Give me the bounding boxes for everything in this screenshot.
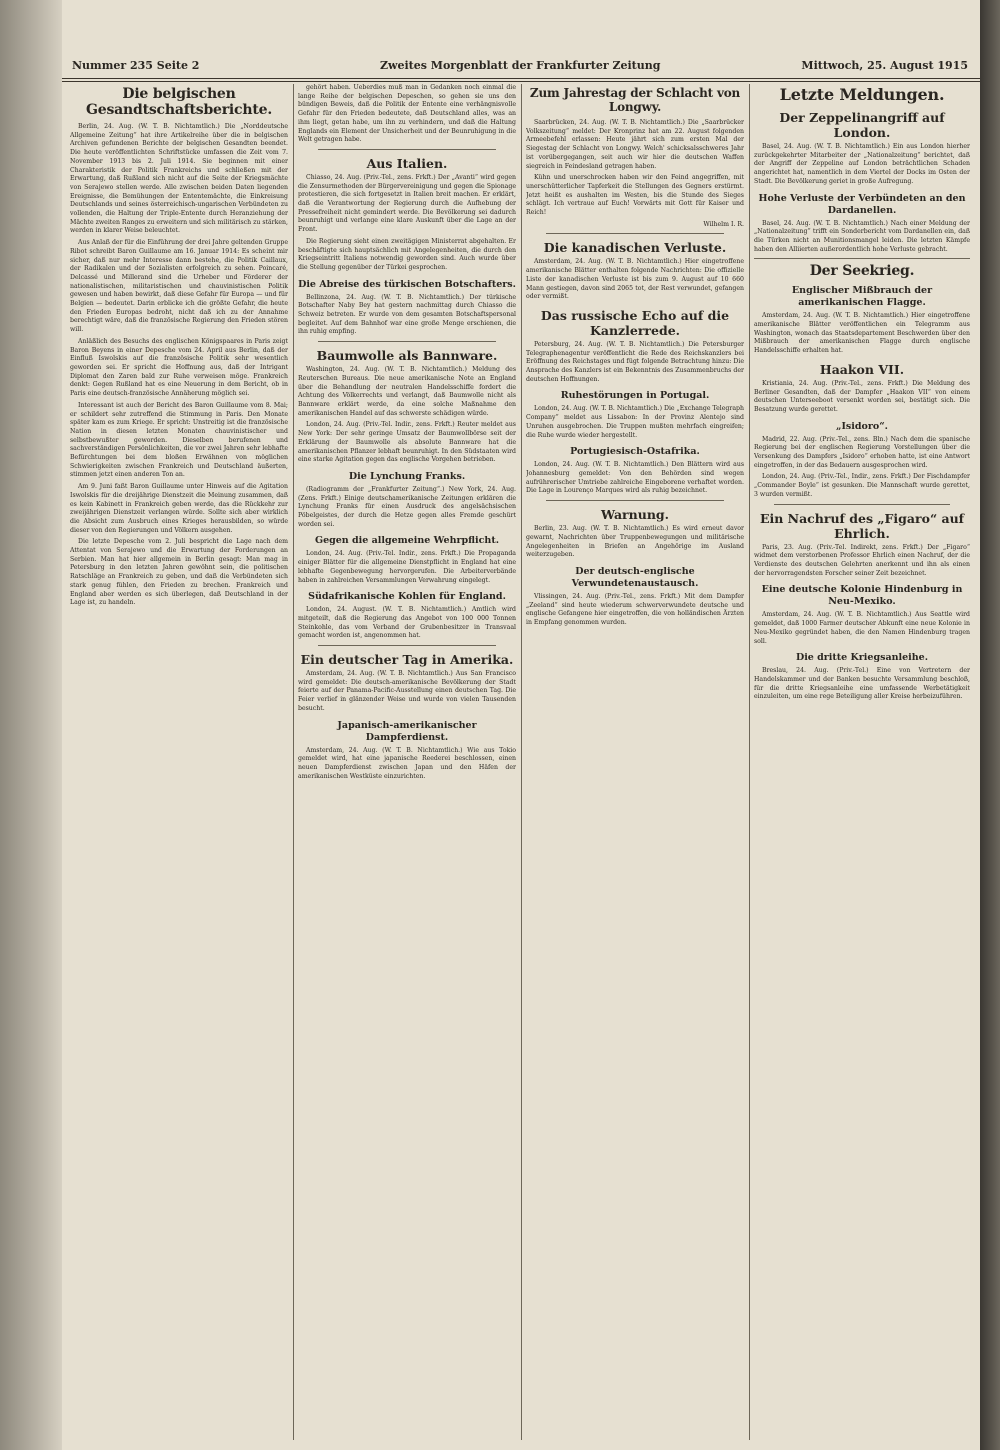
article-paragraph: gehört haben. Ueberdies muß man in Gedanken noch einmal die lange Reihe der belgischen Depeschen, so gehen sie uns den bündigen Beweis, daß die Politik der Entente eine verhängnisvolle Gefahr für den Frieden bedeutete, daß Deutschland alles, was an ihm liegt, getan habe, um ihn zu verhindern, und daß die Haltung Englands ein Element der Unsicherheit und der Beunruhigung in die Welt getragen habe. [298,84,516,144]
article-paragraph: London, 24. Aug. (Priv.-Tel. Indir., zens. Frkft.) Die Propaganda einiger Blätter für die allgemeine Dienstpflicht in England hat eine lebhafte Gegenbewegung hervorgerufen. Die Arbeiterverbände haben in zahlreichen Versammlungen Verwahrung eingelegt. [298,550,516,584]
column-3 [526,84,744,1444]
masthead [62,55,980,77]
article-headline: Die belgischen Gesandtschaftsberichte. [85,86,273,118]
article-paragraph: Aus Anlaß der für die Einführung der drei Jahre geltenden Gruppe Ribot schreibt Baron Guillaume am 16. Januar 1914: Es scheint mir sicher, daß nur mehr Interesse dann bestehe, die Politik Caillaux, der Radikalen und der Sozialisten erfolgreich zu sehen. Poincaré, Delcassé und Millerand sind die Urheber und Förderer der nationalistischen, militaristischen und chauvinistischen Politik gewesen und haben bewirkt, daß diese Gefahr für Europa — und für Belgien — bedeutet. Darin erblicke ich die größte Gefahr, die heute den Frieden Europas bedroht, nicht daß ich zu der Annahme berechtigt wäre, daß die französische Regierung den Frieden stören will. [70,239,288,334]
separator [754,258,970,259]
section-headline: Der Seekrieg. [809,263,915,280]
article-paragraph: Madrid, 22. Aug. (Priv.-Tel., zens. Bln.) Nach dem die spanische Regierung bei der englischen Regierung Vorstellungen über die Versenkung des Dampfers „Isidoro“ erhoben hatte, ist eine Antwort eingetroffen, in der das Bedauern ausgesprochen wird. [754,435,970,469]
article-paragraph: (Radiogramm der „Frankfurter Zeitung“.) New York, 24. Aug. (Zens. Frkft.) Einige deutschamerikanische Zeitungen erklären die Lynchung Franks für einen Ausdruck des angelsächsischen Pöbelgeistes, der durch die Hetze gegen alles Fremde geschürt worden sei. [298,485,516,528]
section-heading: Haakon VII. [819,361,905,377]
article-paragraph: Berlin, 24. Aug. (W. T. B. Nichtamtlich.) Die „Norddeutsche Allgemeine Zeitung“ hat ihre Artikelreihe über die in belgischen Archiven gefundenen Berichte der belgischen Gesandten beendet. Die heute veröffentlichten Schriftstücke umfassen die Zeit vom 7. November 1913 bis 2. Juli 1914. Sie beginnen mit einer Charakteristik der Politik Frankreichs und schließen mit der Erwartung, daß Rußland sich nicht auf die Seite der Kriegsmächte von Serajewo stellen werde. Alle zwischen beiden Daten liegenden Ereignisse, die Bemühungen der Ententemächte, die Einkreisung Deutschlands und seines österreichisch-ungarischen Verbündeten zu vollenden, die Haltung der Triple-Entente durch Heranziehung der Mächte zweiten Ranges zu erweitern und sich militärisch zu stärken, werden in klarer Weise beleuchtet. [70,123,288,235]
article-paragraph: Amsterdam, 24. Aug. (W. T. B. Nichtamtlich.) Wie aus Tokio gemeldet wird, hat eine japanische Reederei beschlossen, einen neuen Dampferdienst zwischen Japan und den Häfen der amerikanischen Westküste einzurichten. [298,746,516,780]
article-headline: Letzte Meldungen. [779,85,945,104]
article-paragraph: Bellinzona, 24. Aug. (W. T. B. Nichtamtlich.) Der türkische Botschafter Naby Bey hat gestern nachmittag durch Chiasso die Schweiz betreten. Er wurde von dem gesamten Botschaftspersonal begleitet. Auf dem Bahnhof war eine große Menge erschienen, die ihn ruhig empfing. [298,293,516,336]
section-heading: Ein Nachruf des „Figaro“ auf Ehrlich. [759,510,965,541]
column-2 [298,84,516,1444]
book-gutter-shadow [0,0,62,1450]
article-paragraph: Kühn und unerschrocken haben wir den Feind angegriffen, mit unerschütterlicher Tapferkeit die Stellungen des Gegners erstürmt. Jetzt heißt es aushalten im Westen, bis die Stunde des Sieges schlägt. Ich vertraue auf Euch! Vorwärts mit Gott für Kaiser und Reich! [526,174,744,217]
column-divider [521,84,522,1440]
article-paragraph: Vlissingen, 24. Aug. (Priv.-Tel., zens. Frkft.) Mit dem Dampfer „Zeeland“ sind heute wiederum schwerverwundete deutsche und englische Gefangene hier eingetroffen, die von holländischen Ärzten in Empfang genommen wurden. [526,592,744,627]
masthead-rule-2 [62,81,980,82]
article-paragraph: Interessant ist auch der Bericht des Baron Guillaume vom 8. Mai; er schildert sehr zutreffend die Stimmung in Paris. Den Monate später kam es zum Kriege. Er spricht: Unstreitig ist die französische Nation in diesen letzten Monaten chauvinistischer und selbstbewußter geworden. Dieselben berufenen und sachverständigen Persönlichkeiten, die vor zwei Jahren sehr lebhafte Befürchtungen bei dem bloßen Erwähnen von möglichen Schwierigkeiten zwischen Frankreich und Deutschland äußerten, stimmen jetzt einen anderen Ton an. [70,401,288,479]
section-heading: Die Abreise des türkischen Botschafters. [298,278,516,290]
article-paragraph: Paris, 23. Aug. (Priv.-Tel. Indirekt, zens. Frkft.) Der „Figaro“ widmet dem verstorbenen Professor Ehrlich einen Nachruf, der die Verdienste des deutschen Gelehrten anerkennt und ihn als einen der hervorragendsten Forscher seiner Zeit bezeichnet. [754,543,970,577]
section-heading: Portugiesisch-Ostafrika. [570,446,700,458]
separator [318,645,496,646]
paper-title: Zweites Morgenblatt der Frankfurter Zeitung [380,59,661,72]
separator [318,341,496,342]
article-paragraph: Basel, 24. Aug. (W. T. B. Nichtamtlich.) Ein aus London hierher zurückgekehrter Mitarbeiter der „Nationalzeitung“ berichtet, daß der Angriff der Zeppeline auf London beträchtlichen Schaden angerichtet hat, namentlich in dem Viertel der Docks im Osten der Stadt. Die Bevölkerung geriet in große Aufregung. [754,143,970,185]
next-page-edge [980,0,1000,1450]
masthead-rule [62,78,980,79]
section-heading: Warnung. [601,507,669,523]
article-paragraph: London, 24. August. (W. T. B. Nichtamtlich.) Amtlich wird mitgeteilt, daß die Regierung das Angebot von 100 000 Tonnen Steinkohle, das vom Verband der Grubenbesitzer in Transvaal gemacht worden ist, angenommen hat. [298,606,516,640]
section-heading: Die dritte Kriegsanleihe. [795,652,929,664]
article-paragraph: Am 9. Juni faßt Baron Guillaume unter Hinweis auf die Agitation Iswolskis für die dreijährige Dienstzeit die Meinung zusammen, daß es kein Kabinett in Frankreich geben werde, das die Rückkehr zur zweijährigen Dienstzeit verlangen würde. Sollte sich aber wirklich die Absicht zum Ausbruch eines Krieges herausbilden, so würde dieser von den Regierungen und Völkern ausgehen. [70,483,288,534]
signature: Wilhelm I. R. [703,220,744,228]
section-heading: Gegen die allgemeine Wehrpflicht. [314,535,500,547]
section-heading: Ein deutscher Tag in Amerika. [300,652,514,668]
article-paragraph: Die letzte Depesche vom 2. Juli bespricht die Lage nach dem Attentat von Serajewo und die Erwartung der Forderungen an Serbien. Man hat hier allgemein in Berlin gesagt: Man mag in Petersburg in den letzten Jahren gewöhnt sein, die politischen Ratschläge an Frankreich zu geben, und daß die Verbündeten sich stark genug fühlen, den Frieden zu brechen. Frankreich und England aber werden es sich überlegen, daß Deutschland in der Lage ist, zu handeln. [70,538,288,607]
section-heading: Eine deutsche Kolonie Hindenburg in Neu-Mexiko. [761,584,963,608]
column-4 [754,84,970,1444]
article-paragraph: London, 24. Aug. (Priv.-Tel., Indir., zens. Frkft.) Der Fischdampfer „Commander Boyle“ ist gesunken. Die Mannschaft wurde gerettet, 3 wurden vermißt. [754,473,970,498]
section-heading: Südafrikanische Kohlen für England. [308,591,506,603]
article-paragraph: Berlin, 23. Aug. (W. T. B. Nichtamtlich.) Es wird erneut davor gewarnt, Nachrichten über Truppenbewegungen und militärische Angelegenheiten in Briefen an Angehörige im Ausland weiterzugeben. [526,525,744,559]
article-paragraph: Die Regierung sieht einen zweitägigen Ministerrat abgehalten. Er beschäftigte sich hauptsächlich mit Angelegenheiten, die durch den Kriegseintritt Italiens notwendig geworden sind. Auch wurde über die Stellung gegenüber der Türkei gesprochen. [298,237,516,271]
column-divider [293,84,294,1440]
section-heading: Das russische Echo auf die Kanzlerrede. [540,307,730,338]
article-paragraph: Petersburg, 24. Aug. (W. T. B. Nichtamtlich.) Die Petersburger Telegraphenagentur veröffentlicht die Rede des Reichskanzlers bei Eröffnung des Reichstages und fügt folgende Betrachtung hinzu: Die Ansprache des Kanzlers ist ein Bekenntnis des Zusammenbruchs der deutschen Hoffnungen. [526,340,744,383]
newspaper-page [62,0,980,1450]
column-1 [70,84,288,1444]
article-paragraph: Kristiania, 24. Aug. (Priv.-Tel., zens. Frkft.) Die Meldung des Berliner Gesandten, daß der Dampfer „Haakon VII“ von einem deutschen Unterseeboot versenkt worden sei, bestätigt sich. Die Besatzung wurde gerettet. [754,379,970,413]
section-heading: Hohe Verluste der Verbündeten an den Dardanellen. [758,192,966,216]
section-heading: Der deutsch-englische Verwundetenaustausch. [571,565,699,589]
separator [546,500,724,501]
separator [318,149,496,150]
article-paragraph: Amsterdam, 24. Aug. (W. T. B. Nichtamtlich.) Hier eingetroffene amerikanische Blätter enthalten folgende Nachrichten: Die offizielle Liste der kanadischen Verluste ist bis zum 9. August auf 10 660 Mann gestiegen, davon sind 2065 tot, der Rest verwundet, gefangen oder vermißt. [526,258,744,301]
section-heading: Baumwolle als Bannware. [316,348,498,364]
section-heading: Die kanadischen Verluste. [543,240,727,256]
article-headline: Zum Jahrestag der Schlacht von Longwy. [529,86,741,114]
column-divider [749,84,750,1440]
section-heading: Englischer Mißbrauch der amerikanischen Flagge. [791,285,933,309]
section-heading: Der Zeppelinangriff auf London. [779,110,945,140]
article-paragraph: Amsterdam, 24. Aug. (W. T. B. Nichtamtlich.) Aus Seattle wird gemeldet, daß 1000 Farmer deutscher Abkunft eine neue Kolonie in Neu-Mexiko gegründet haben, die den Namen Hindenburg tragen soll. [754,611,970,645]
article-paragraph: London, 24. Aug. (W. T. B. Nichtamtlich.) Die „Exchange Telegraph Company“ meldet aus Lissabon: In der Provinz Alentejo sind Unruhen ausgebrochen. Die Truppen mußten mehrfach eingreifen; die Ruhe wurde wieder hergestellt. [526,405,744,439]
article-paragraph: Chiasso, 24. Aug. (Priv.-Tel., zens. Frkft.) Der „Avanti“ wird gegen die Zensurmethoden der Bürgervereinigung und gegen die Spionage protestieren, die sich fortgesetzt in Italien breit machen. Er erklärt, daß die Verantwortung der Regierung durch die Aufhebung der Pressefreiheit nicht gemindert werde. Die Bevölkerung sei dadurch beunruhigt und verlange eine klare Auskunft über die Lage an der Front. [298,173,516,234]
separator [774,504,950,505]
article-paragraph: London, 24. Aug. (Priv.-Tel. Indir., zens. Frkft.) Reuter meldet aus New York: Der sehr geringe Umsatz der Baumwollbörse seit der Erklärung der Baumwolle als absolute Bannware hat die amerikanischen Pflanzer lebhaft beunruhigt. In den Südstaaten wird eine starke Agitation gegen das englische Vorgehen betrieben. [298,421,516,464]
section-heading: Die Lynchung Franks. [348,470,466,482]
article-paragraph: Breslau, 24. Aug. (Priv.-Tel.) Eine von Vertretern der Handelskammer und der Banken besuchte Versammlung beschloß, für die dritte Kriegsanleihe eine umfassende Werbetätigkeit einzuleiten, um eine rege Beteiligung aller Kreise herbeizuführen. [754,667,970,701]
section-heading: Japanisch-amerikanischer Dampferdienst. [337,719,477,743]
section-heading: „Isidoro“. [836,420,888,432]
article-paragraph: Amsterdam, 24. Aug. (W. T. B. Nichtamtlich.) Aus San Francisco wird gemeldet: Die deutsch-amerikanische Bevölkerung der Stadt feierte auf der Panama-Pacific-Ausstellung einen deutschen Tag. Die Feier verlief in glänzender Weise und wurde von vielen Tausenden besucht. [298,670,516,712]
article-paragraph: London, 24. Aug. (W. T. B. Nichtamtlich.) Den Blättern wird aus Johannesburg gemeldet: Von den Behörden sind wegen aufrührerischer Umtriebe zahlreiche Eingeborene verhaftet worden. Die Lage in Lourenço Marques wird als ruhig bezeichnet. [526,461,744,495]
article-paragraph: Saarbrücken, 24. Aug. (W. T. B. Nichtamtlich.) Die „Saarbrücker Volkszeitung“ meldet: Der Kronprinz hat am 22. August folgenden Armeebefehl erlassen: Heute jährt sich zum ersten Mal der Siegestag der Schlacht von Longwy. Welch' schicksalsschweres Jahr ist vorübergegangen, seit auch wir hier die deutschen Waffen siegreich in Feindesland getragen haben. [526,119,744,170]
article-paragraph: Washington, 24. Aug. (W. T. B. Nichtamtlich.) Meldung des Reuterschen Bureaus. Die neue amerikanische Note an England über die Behandlung der neutralen Handelsschiffe fordert die Achtung des Völkerrechts und verlangt, daß Baumwolle nicht als Bannware erklärt werde, da eine solche Maßnahme den amerikanischen Handel auf das schwerste schädigen würde. [298,366,516,417]
article-paragraph: Anläßlich des Besuchs des englischen Königspaares in Paris zeigt Baron Beyens in einer Depesche vom 24. April aus Berlin, daß der Einfluß Iswolskis auf die französische Politik sehr wesentlich geworden sei. Er spricht die Hoffnung aus, daß der Intrigant Diplomat den Zaren bald zur Ruhe verweisen möge. Frankreich denkt: Gegen Rußland hat es eine Neuerung in dem Bericht, ob in Paris eine deutsch-französische Annäherung möglich sei. [70,337,288,398]
section-heading: Aus Italien. [366,155,448,171]
section-heading: Ruhestörungen in Portugal. [560,390,710,402]
separator [546,233,724,234]
issue-number: Nummer 235 Seite 2 [72,59,200,72]
article-paragraph: Basel, 24. Aug. (W. T. B. Nichtamtlich.) Nach einer Meldung der „Nationalzeitung“ trifft ein Sonderbericht vom Dardanellen ein, daß die Türken nicht an Munitionsmangel leiden. Die letzten Kämpfe haben den Alliierten außerordentlich hohe Verluste gebracht. [754,219,970,253]
issue-date: Mittwoch, 25. August 1915 [801,59,968,72]
article-paragraph: Amsterdam, 24. Aug. (W. T. B. Nichtamtlich.) Hier eingetroffene amerikanische Blätter veröffentlichen ein Telegramm aus Washington, wonach das Staatsdepartement Beschwerden über den Mißbrauch der amerikanischen Flagge durch englische Handelsschiffe erhalten hat. [754,312,970,355]
